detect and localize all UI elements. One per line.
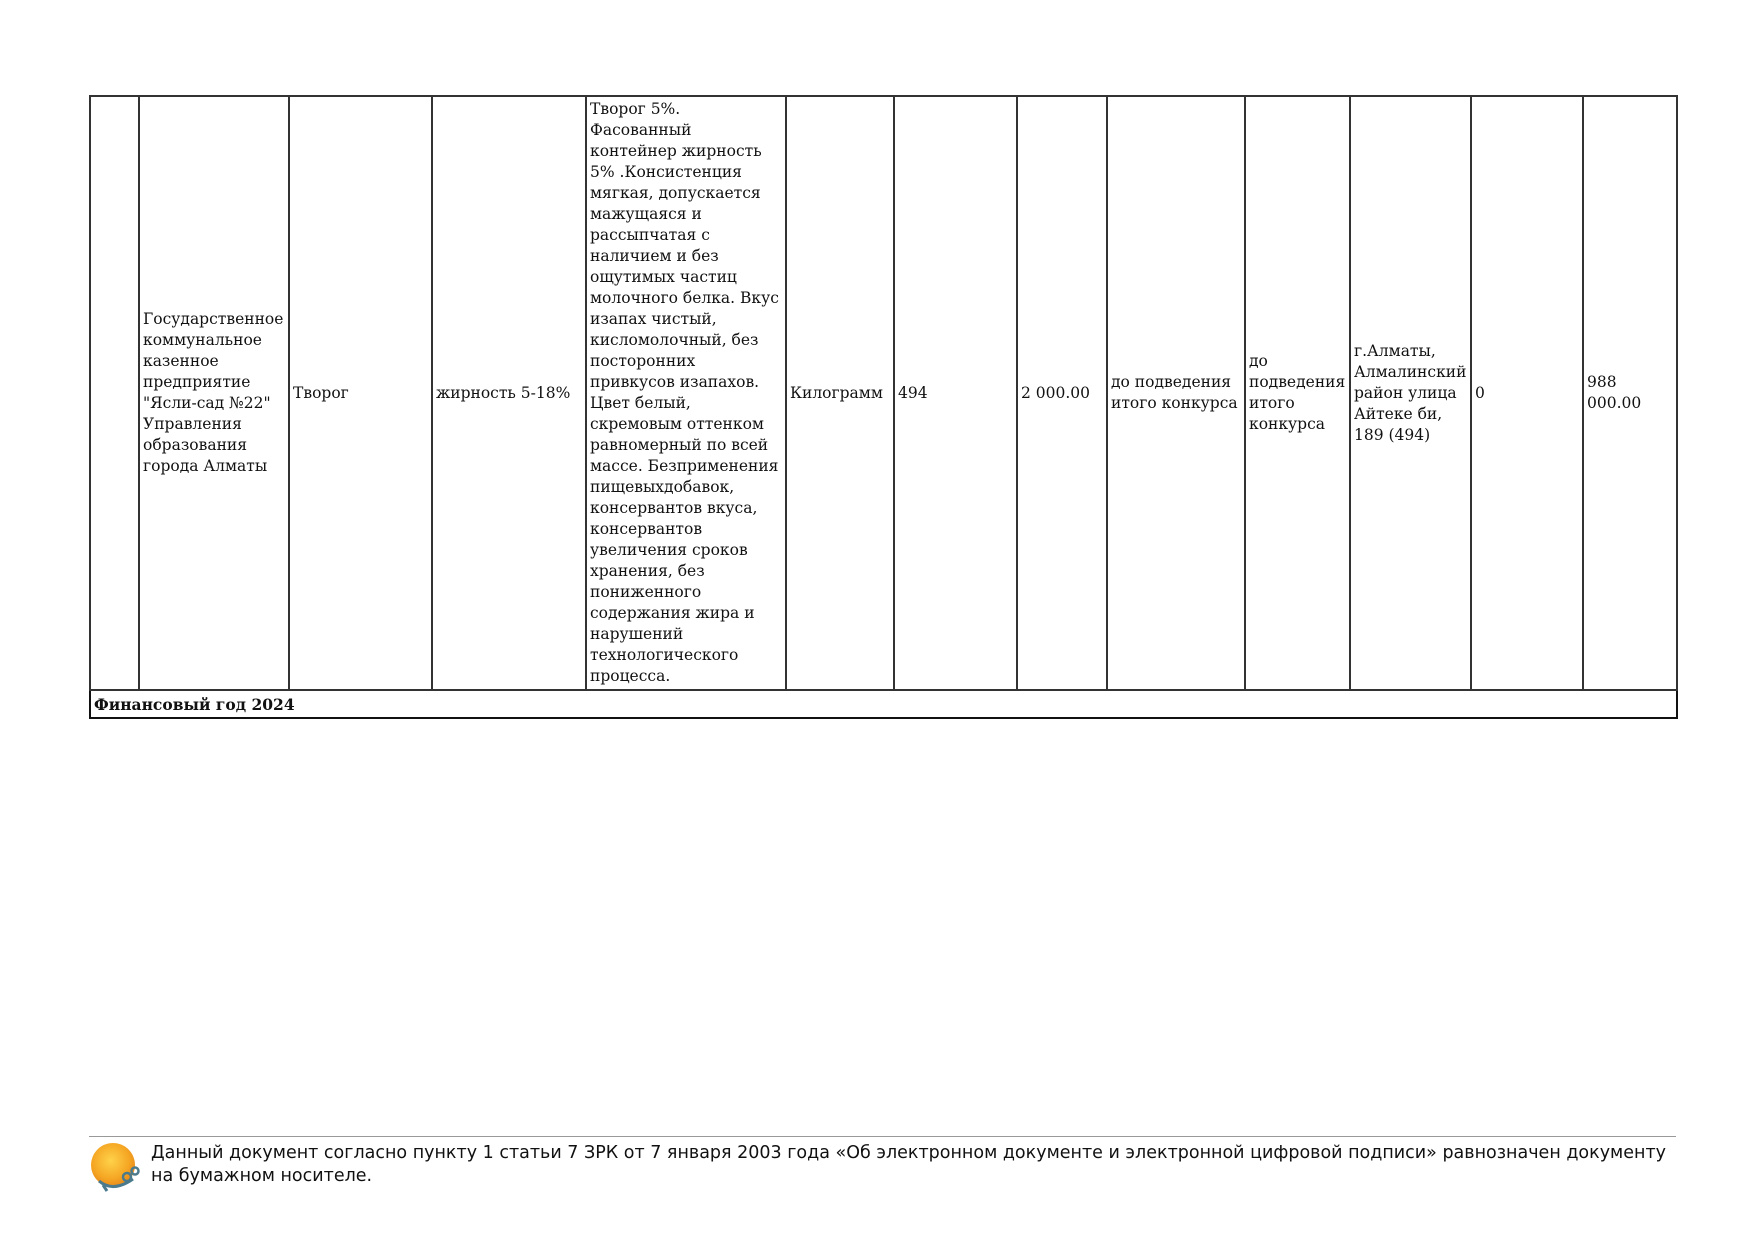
- cell-short-spec: жирность 5-18%: [432, 96, 586, 690]
- cell-delivery-place: г.Алматы, Алмалинский район улица Айтеке би, 189 (494): [1350, 96, 1471, 690]
- cell-price: 2 000.00: [1017, 96, 1107, 690]
- cell-total: 988 000.00: [1583, 96, 1677, 690]
- lots-table-container: [89, 95, 1676, 719]
- financial-year-row: [90, 690, 1677, 718]
- table-row: [90, 96, 1677, 690]
- cell-full-spec: Творог 5%. Фасованный контейнер жирность 5% .Консистенция мягкая, допускается мажущаяся и рассыпчатая с наличием и без ощутимых частиц молочного белка. Вкус изапах чистый, кисломолочный, без посторонних привкусов изапахов. Цвет белый, скремовым оттенком равномерный по всей массе. Безприменения пищевыхдобавок, консервантов вкуса, консервантов увеличения сроков хранения, без пониженного содержания жира и нарушений технологического процесса.: [586, 96, 786, 690]
- lots-table: [89, 95, 1678, 719]
- cell-unit: Килограмм: [786, 96, 894, 690]
- cell-delivery-term: до подведения итого конкурса: [1107, 96, 1245, 690]
- cell-item-name: Творог: [289, 96, 432, 690]
- cell-delivery-term-2: до подведения итого конкурса: [1245, 96, 1350, 690]
- cell-customer: Государственное коммунальное казенное предприятие "Ясли-сад №22" Управления образования города Алматы: [139, 96, 289, 690]
- egov-sun-logo-icon: [89, 1141, 143, 1195]
- cell-advance: 0: [1471, 96, 1583, 690]
- footer: [89, 1141, 1676, 1195]
- cell-quantity: 494: [894, 96, 1017, 690]
- cell-number: [90, 96, 139, 690]
- financial-year-label: Финансовый год 2024: [90, 690, 1677, 718]
- legal-notice: Данный документ согласно пункту 1 статьи 7 ЗРК от 7 января 2003 года «Об электронном документе и электронной цифровой подписи» равнозначен документу на бумажном носителе.: [151, 1143, 1667, 1186]
- footer-divider: [89, 1136, 1676, 1137]
